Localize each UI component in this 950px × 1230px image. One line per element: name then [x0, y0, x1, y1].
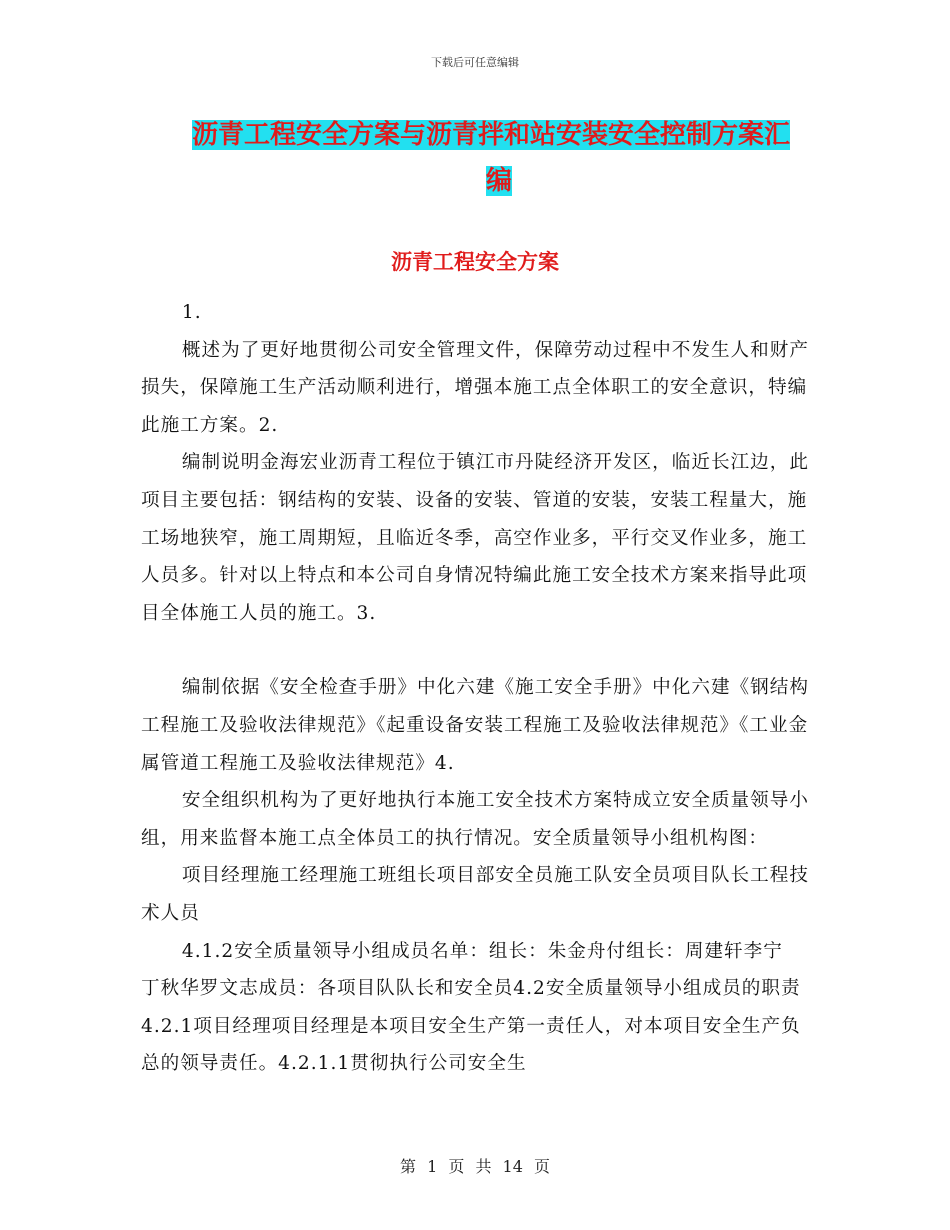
page-footer: 第 1 页 共 14 页 — [400, 1157, 550, 1176]
paragraph: 4.1.2安全质量领导小组成员名单：组长：朱金舟付组长：周建轩李宁 丁秋华罗文志成员：各项目队队长和安全员4.2安全质量领导小组成员的职责4.2.1项目经理项目经理是本项目安全生产第一责任人，对本项目安全生产负总的领导责任。4.2.1.1贯彻执行公司安全生 — [141, 940, 803, 1075]
body-text — [141, 294, 813, 1083]
header-note: 下载后可任意编辑 — [431, 56, 519, 69]
paragraph: 编制说明金海宏业沥青工程位于镇江市丹陡经济开发区，临近长江边，此项目主要包括：钢结构的安装、设备的安装、管道的安装，安装工程量大，施工场地狭窄，施工周期短，且临近冬季，高空作业多，平行交叉作业多，施工人员多。针对以上特点和本公司自身情况特编此施工安全技术方案来指导此项目全体施工人员的施工。3. — [141, 452, 809, 624]
title-line-2: 编 — [485, 166, 512, 196]
paragraph: 安全组织机构为了更好地执行本施工安全技术方案特成立安全质量领导小组，用来监督本施工点全体员工的执行情况。安全质量领导小组机构图： — [141, 790, 809, 849]
title-line-1: 沥青工程安全方案与沥青拌和站安装安全控制方案汇 — [192, 120, 791, 150]
paragraph: 概述为了更好地贯彻公司安全管理文件，保障劳动过程中不发生人和财产损失，保障施工生产活动顺利进行，增强本施工点全体职工的安全意识，特编此施工方案。2. — [141, 339, 809, 436]
paragraph: 项目经理施工经理施工班组长项目部安全员施工队安全员项目队长工程技术人员 — [141, 865, 809, 924]
document-title — [192, 112, 804, 204]
paragraph: 1. — [181, 302, 202, 323]
section-title: 沥青工程安全方案 — [391, 250, 559, 274]
paragraph: 编制依据《安全检查手册》中化六建《施工安全手册》中化六建《钢结构工程施工及验收法律规范》《起重设备安装工程施工及验收法律规范》《工业金属管道工程施工及验收法律规范》4. — [141, 677, 809, 774]
